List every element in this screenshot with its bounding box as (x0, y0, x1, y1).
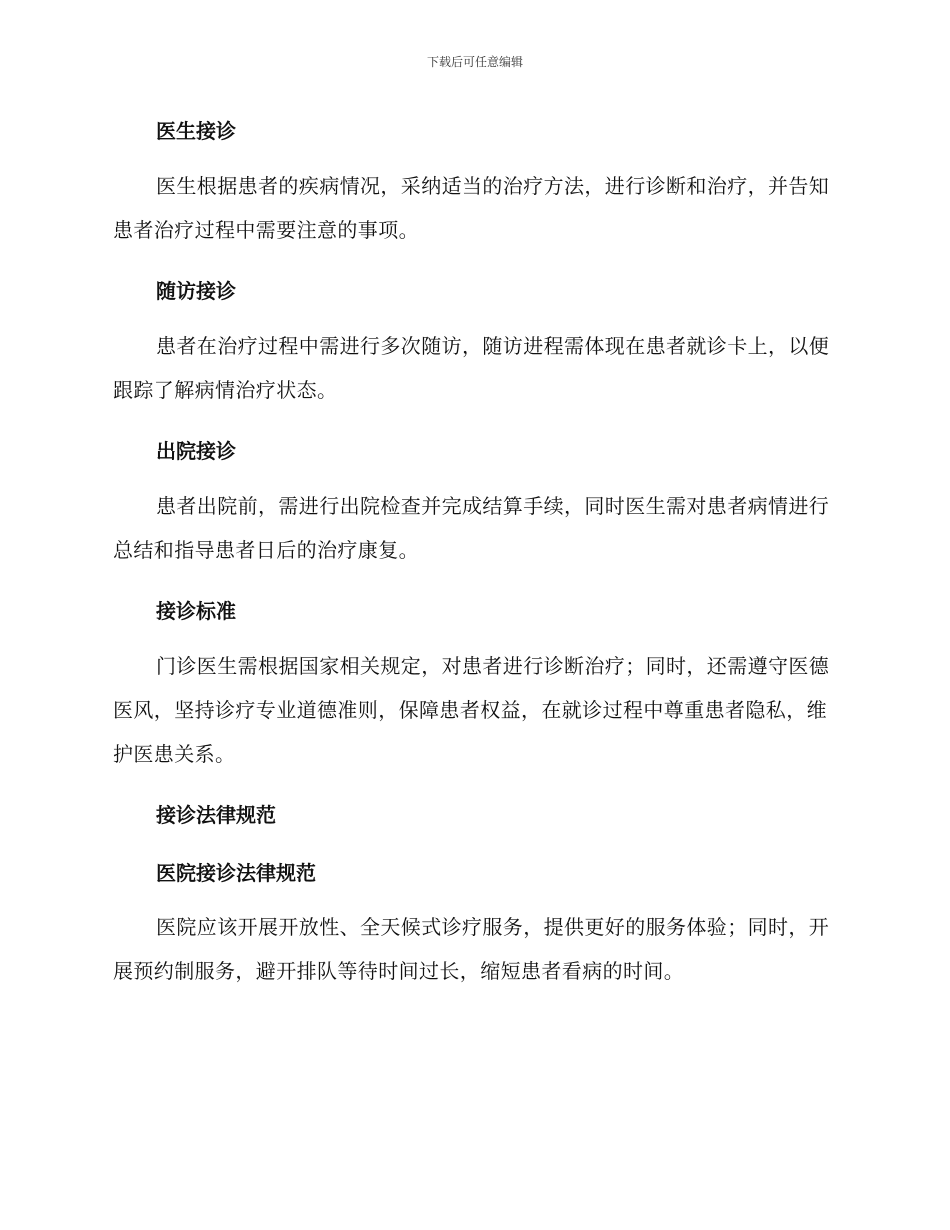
section-heading-follow-up: 随访接诊 (156, 279, 236, 303)
section-body-hospital-legal-norms: 医院应该开展开放性、全天候式诊疗服务，提供更好的服务体验；同时，开展预约制服务，避开排队等待时间过长，缩短患者看病的时间。 (113, 915, 830, 983)
section-body-doctor-consultation: 医生根据患者的疾病情况，采纳适当的治疗方法，进行诊断和治疗，并告知患者治疗过程中需要注意的事项。 (113, 174, 830, 242)
section-heading-standards: 接诊标准 (156, 599, 236, 623)
section-heading-hospital-legal-norms: 医院接诊法律规范 (156, 861, 316, 885)
section-heading-legal-norms: 接诊法律规范 (156, 803, 276, 827)
section-heading-doctor-consultation: 医生接诊 (156, 119, 236, 143)
section-heading-discharge: 出院接诊 (156, 439, 236, 463)
section-body-standards: 门诊医生需根据国家相关规定，对患者进行诊断治疗；同时，还需遵守医德医风，坚持诊疗专业道德准则，保障患者权益，在就诊过程中尊重患者隐私，维护医患关系。 (113, 654, 830, 766)
page-header: 下载后可任意编辑 (426, 55, 523, 69)
section-body-follow-up: 患者在治疗过程中需进行多次随访，随访进程需体现在患者就诊卡上，以便跟踪了解病情治疗状态。 (113, 334, 830, 402)
section-body-discharge: 患者出院前，需进行出院检查并完成结算手续，同时医生需对患者病情进行总结和指导患者日后的治疗康复。 (113, 494, 830, 562)
